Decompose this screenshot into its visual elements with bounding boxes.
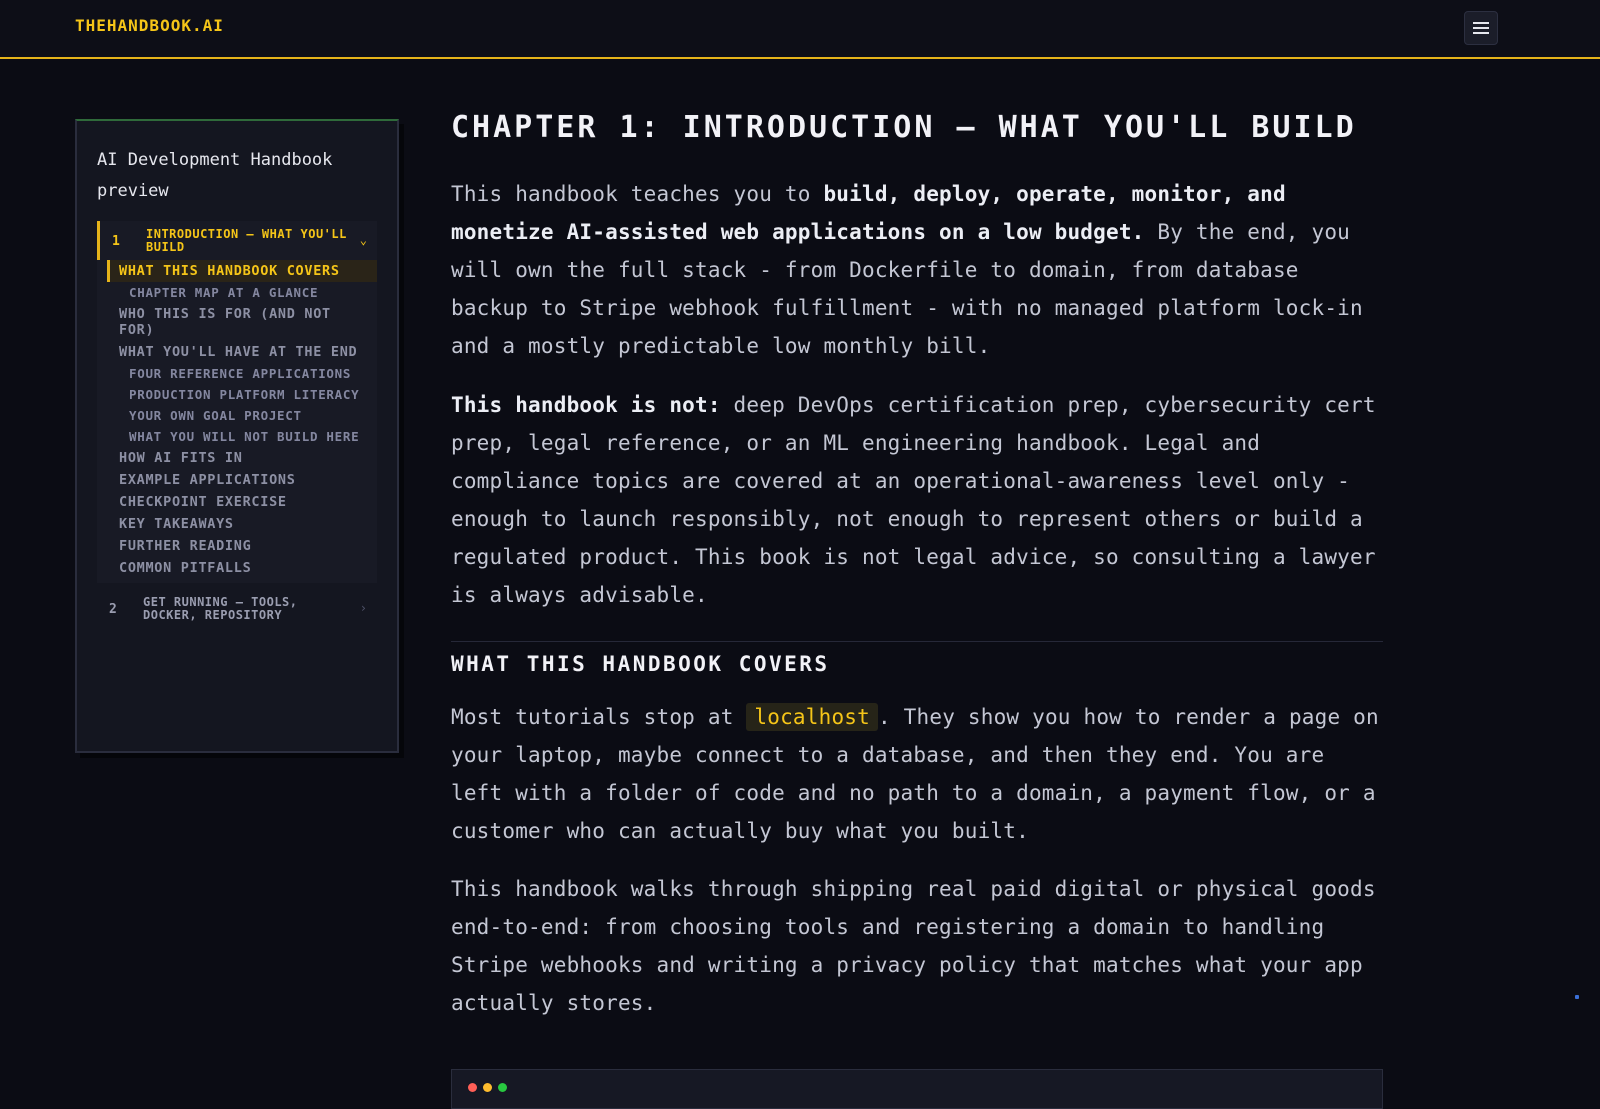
walkthrough-paragraph: This handbook walks through shipping real paid digital or physical goods end-to-end: from choosing tools and registering a domain to handling Stripe webhooks and writing a privacy policy that matches what your app actually stores. [451,877,1376,1015]
chapter-title: CHAPTER 1: INTRODUCTION – WHAT YOU'LL BUILD [451,110,1357,145]
toc-item-what-this-handbook-covers[interactable]: WHAT THIS HANDBOOK COVERS [107,260,377,282]
toc-chapter-1 [97,221,377,583]
window-dot-red [468,1083,477,1092]
chapter-title: GET RUNNING – TOOLS, DOCKER, REPOSITORY [143,595,298,622]
toc-item-platform-literacy[interactable]: PRODUCTION PLATFORM LITERACY [129,387,360,402]
bold-text: build, deploy, operate, monitor, and monetize AI-assisted web applications on a low budget. [451,182,1286,244]
window-dot-green [498,1083,507,1092]
toc-chapter-2 [97,589,377,628]
tutorials-paragraph [451,698,1383,850]
text-span: By the end, you will own the full stack - from Dockerfile to domain, from database backup to Stripe webhook fulfillment - with no managed platform lock-in and a mostly predictable low monthly bill. [451,220,1363,358]
toc-section-list [97,260,377,583]
toc-item-example-applications[interactable]: EXAMPLE APPLICATIONS [119,472,296,488]
toc-item-who-this-is-for[interactable]: WHO THIS IS FOR (AND NOT FOR) [119,306,331,338]
window-dot-yellow [483,1083,492,1092]
toc-item-goal-project[interactable]: YOUR OWN GOAL PROJECT [129,408,302,423]
chevron-right-icon: › [359,601,367,615]
intro-paragraph [451,175,1383,365]
toc-item-checkpoint-exercise[interactable]: CHECKPOINT EXERCISE [119,494,287,510]
text-span: Most tutorials stop at [451,705,747,729]
section-title: WHAT THIS HANDBOOK COVERS [451,652,830,676]
bold-text: This handbook is not: [451,393,721,417]
toc-title: AI Development Handbook preview [97,150,333,201]
article [451,110,1383,1022]
toc-chapter-1-header[interactable] [97,221,377,260]
toc-item-chapter-map[interactable]: CHAPTER MAP AT A GLANCE [129,285,319,300]
toc-item-common-pitfalls[interactable]: COMMON PITFALLS [119,560,252,576]
window-controls [468,1083,507,1092]
scroll-marker [1575,995,1579,999]
section-divider [451,641,1383,642]
brand-logo[interactable]: THEHANDBOOK.AI [75,16,224,35]
code-window [451,1069,1383,1109]
toc-item-not-build-here[interactable]: WHAT YOU WILL NOT BUILD HERE [129,429,360,444]
table-of-contents [75,119,399,753]
not-paragraph [451,386,1383,614]
chapter-number: 1 [112,234,120,249]
toc-chapter-2-header[interactable] [97,589,377,628]
chevron-down-icon: ⌄ [359,233,367,247]
text-span: . They show you how to render a page on your laptop, maybe connect to a database, and then they end. You are left with a folder of code and no path to a domain, a payment flow, or a customer who can actually buy what you built. [451,705,1379,843]
inline-code: localhost [746,703,878,731]
toc-item-four-reference-apps[interactable]: FOUR REFERENCE APPLICATIONS [129,366,352,381]
text-span: This handbook teaches you to [451,182,824,206]
hamburger-menu-icon [1473,22,1489,34]
toc-item-key-takeaways[interactable]: KEY TAKEAWAYS [119,516,234,532]
top-bar [0,0,1600,59]
menu-button[interactable] [1464,11,1498,45]
toc-item-what-youll-have[interactable]: WHAT YOU'LL HAVE AT THE END [119,344,358,360]
chapter-number: 2 [109,602,117,617]
text-span: deep DevOps certification prep, cybersecurity cert prep, legal reference, or an ML engineering handbook. Legal and compliance topics are covered at an operational-awareness level only - enough to launch responsibly, not enough to represent others or build a regulated product. This book is not legal advice, so consulting a lawyer is always advisable. [451,393,1376,607]
chapter-title: INTRODUCTION – WHAT YOU'LL BUILD [146,227,347,254]
toc-item-further-reading[interactable]: FURTHER READING [119,538,252,554]
toc-item-how-ai-fits[interactable]: HOW AI FITS IN [119,450,243,466]
